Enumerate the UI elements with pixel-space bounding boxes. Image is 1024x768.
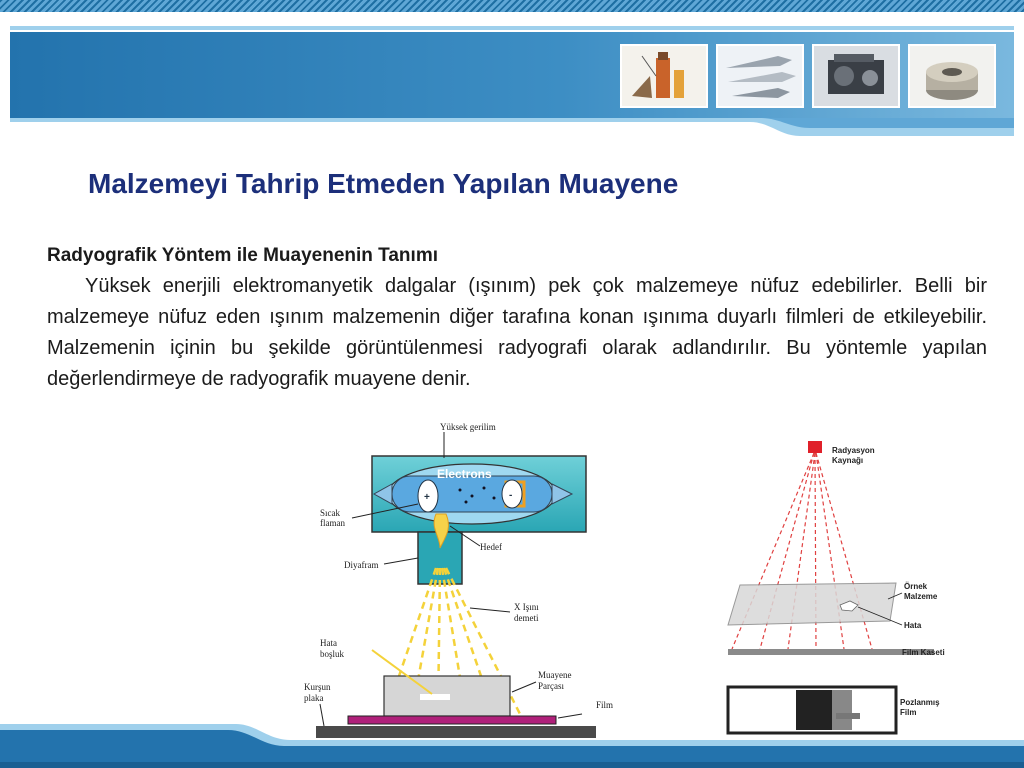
label-sample-1: Örnek xyxy=(904,582,928,591)
electron-chamber xyxy=(392,476,552,512)
part-void xyxy=(420,694,450,700)
anode-sign: - xyxy=(509,490,513,501)
section-heading: Radyografik Yöntem ile Muayenenin Tanımı xyxy=(47,245,438,266)
label-beam-2: demeti xyxy=(514,613,539,623)
radiation-source xyxy=(808,441,822,453)
footer-band xyxy=(0,724,1024,768)
label-target: Hedef xyxy=(480,542,502,552)
label-defect: Hata xyxy=(904,621,922,630)
definition-paragraph: Yüksek enerjili elektromanyetik dalgalar (ışınım) pek çok malzemeye nüfuz edebilirler. Belli bir malzemeye nüfuz eden ışınım malzemenin diğer tarafına konan ışınıma duyarlı filmleri de etkileyebilir. Malzemenin içinin bu şekilde görüntülenmesi radyografi olarak adlandırılır. Bu yöntemle yapılan değerlendirmeye de radyografik muayene denir. xyxy=(47,275,987,390)
label-exposed-1: Pozlanmış xyxy=(900,698,940,707)
label-hot-filament-1: Sıcak xyxy=(320,508,340,518)
label-high-voltage: Yüksek gerilim xyxy=(440,422,496,432)
top-decorative-stripe xyxy=(0,0,1024,12)
label-source-2: Kaynağı xyxy=(832,456,864,465)
label-hot-filament-2: flaman xyxy=(320,518,345,528)
electrons-label: Electrons xyxy=(437,467,492,481)
film-strip xyxy=(348,716,556,724)
body-text xyxy=(47,240,987,395)
label-source-1: Radyasyon xyxy=(832,446,875,455)
thumbnail-furnace xyxy=(620,44,708,108)
label-void-1: Hata xyxy=(320,638,337,648)
thumbnail-gear-part xyxy=(908,44,996,108)
slide-title: Malzemeyi Tahrip Etmeden Yapılan Muayene xyxy=(88,168,679,199)
label-part-1: Muayene xyxy=(538,670,572,680)
sample-material xyxy=(728,583,896,625)
label-film: Film xyxy=(596,700,614,710)
radiation-source-diagram xyxy=(720,435,960,735)
label-beam-1: X Işını xyxy=(514,602,539,612)
label-film-cassette: Film Kaseti xyxy=(902,648,945,657)
label-void-2: boşluk xyxy=(320,649,345,659)
header-bottom-curve xyxy=(10,118,1014,136)
header-thumbnails xyxy=(620,44,996,108)
label-lead-2: plaka xyxy=(304,693,324,703)
xray-tube-diagram xyxy=(290,418,630,740)
label-sample-2: Malzeme xyxy=(904,592,938,601)
label-part-2: Parçası xyxy=(538,681,564,691)
header-top-line xyxy=(10,26,1014,30)
label-lead-1: Kurşun xyxy=(304,682,331,692)
thumbnail-cutting-tools xyxy=(716,44,804,108)
label-diaphragm: Diyafram xyxy=(344,560,379,570)
cathode-sign: + xyxy=(424,492,430,503)
thumbnail-engine xyxy=(812,44,900,108)
label-exposed-2: Film xyxy=(900,708,917,717)
